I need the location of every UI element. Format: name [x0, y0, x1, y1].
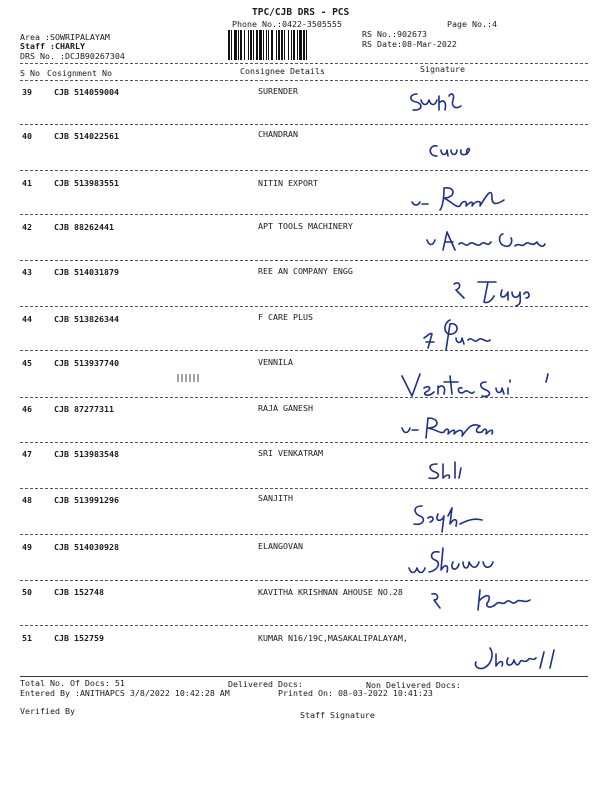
row-consignment-no: CJB 514030928 — [54, 542, 119, 552]
row-sno: 51 — [22, 633, 32, 643]
row-divider — [20, 170, 588, 171]
row-divider — [20, 625, 588, 626]
row-consignee: VENNILA — [258, 357, 293, 367]
barcode-bar — [307, 30, 309, 60]
signature-scribble — [398, 412, 508, 442]
row-sno: 47 — [22, 449, 32, 459]
signature-scribble — [470, 640, 560, 674]
verified-by: Verified By — [20, 706, 75, 716]
document-title: TPC/CJB DRS - PCS — [252, 7, 350, 18]
total-docs: Total No. Of Docs: 51 — [20, 678, 125, 688]
row-divider — [20, 350, 588, 351]
col-header-consignment: Cosignment No — [47, 68, 112, 78]
row-sno: 50 — [22, 587, 32, 597]
col-header-consignee: Consignee Details — [240, 66, 325, 76]
row-consignment-no: CJB 513826344 — [54, 314, 119, 324]
signature-scribble — [398, 370, 558, 402]
row-sno: 40 — [22, 131, 32, 141]
page-number: Page No.:4 — [447, 19, 497, 29]
column-header-divider — [20, 80, 588, 81]
staff-label: Staff :CHARLY — [20, 41, 85, 51]
signature-scribble — [408, 182, 528, 216]
row-sno: 42 — [22, 222, 32, 232]
signature-scribble — [420, 314, 500, 354]
row-sno: 49 — [22, 542, 32, 552]
signature-scribble — [425, 226, 565, 262]
row-consignee: KUMAR N16/19C,MASAKALIPALAYAM, — [258, 633, 408, 643]
row-consignee: SRI VENKATRAM — [258, 448, 323, 458]
row-sno: 45 — [22, 358, 32, 368]
non-delivered-docs: Non Delivered Docs: — [366, 680, 461, 690]
area-label: Area :SOWRIPALAYAM — [20, 32, 110, 42]
row-divider — [20, 124, 588, 125]
row-sno: 39 — [22, 87, 32, 97]
delivered-docs: Delivered Docs: — [228, 679, 303, 689]
row-divider — [20, 488, 588, 489]
row-sno: 46 — [22, 404, 32, 414]
row-consignee: F CARE PLUS — [258, 312, 313, 322]
signature-scribble — [405, 88, 475, 116]
row-consignee: SURENDER — [258, 86, 298, 96]
print-speck — [177, 374, 199, 382]
row-consignment-no: CJB 513983551 — [54, 178, 119, 188]
rs-date: RS Date:08-Mar-2022 — [362, 39, 457, 49]
row-consignment-no: CJB 87277311 — [54, 404, 114, 414]
row-consignment-no: CJB 514031879 — [54, 267, 119, 277]
signature-scribble — [425, 138, 480, 162]
signature-scribble — [405, 544, 515, 580]
row-consignment-no: CJB 152748 — [54, 587, 104, 597]
row-consignment-no: CJB 514059004 — [54, 87, 119, 97]
row-consignee: NITIN EXPORT — [258, 178, 318, 188]
row-consignment-no: CJB 88262441 — [54, 222, 114, 232]
header-divider — [20, 63, 588, 64]
signature-scribble — [430, 586, 560, 616]
signature-scribble — [408, 500, 498, 536]
printed-on: Printed On: 08-03-2022 10:41:23 — [278, 688, 433, 698]
phone-number: Phone No.:0422-3505555 — [232, 19, 342, 29]
row-sno: 43 — [22, 267, 32, 277]
row-consignee: ELANGOVAN — [258, 541, 303, 551]
col-header-sno: S No — [20, 68, 40, 78]
staff-signature-label: Staff Signature — [300, 710, 375, 720]
row-sno: 44 — [22, 314, 32, 324]
row-divider — [20, 534, 588, 535]
rs-number: RS No.:902673 — [362, 29, 427, 39]
row-consignment-no: CJB 152759 — [54, 633, 104, 643]
row-sno: 48 — [22, 495, 32, 505]
row-divider — [20, 442, 588, 443]
row-consignee: APT TOOLS MACHINERY — [258, 221, 353, 231]
entered-by: Entered By :ANITHAPCS 3/8/2022 10:42:28 AM — [20, 688, 230, 698]
row-consignee: RAJA GANESH — [258, 403, 313, 413]
drs-number: DRS No. :DCJB90267304 — [20, 51, 125, 61]
signature-scribble — [448, 276, 558, 308]
row-consignee: SANJITH — [258, 493, 293, 503]
row-consignee: KAVITHA KRISHNAN AHOUSE NO.28 — [258, 587, 403, 597]
row-consignment-no: CJB 513983548 — [54, 449, 119, 459]
barcode-image — [228, 30, 352, 60]
row-consignee: CHANDRAN — [258, 129, 298, 139]
row-sno: 41 — [22, 178, 32, 188]
row-consignment-no: CJB 513937740 — [54, 358, 119, 368]
row-divider — [20, 580, 588, 581]
footer-divider — [20, 676, 588, 677]
row-consignment-no: CJB 513991296 — [54, 495, 119, 505]
row-consignee: REE AN COMPANY ENGG — [258, 266, 353, 276]
row-consignment-no: CJB 514022561 — [54, 131, 119, 141]
signature-scribble — [425, 458, 475, 482]
col-header-signature: Signature — [420, 64, 465, 74]
